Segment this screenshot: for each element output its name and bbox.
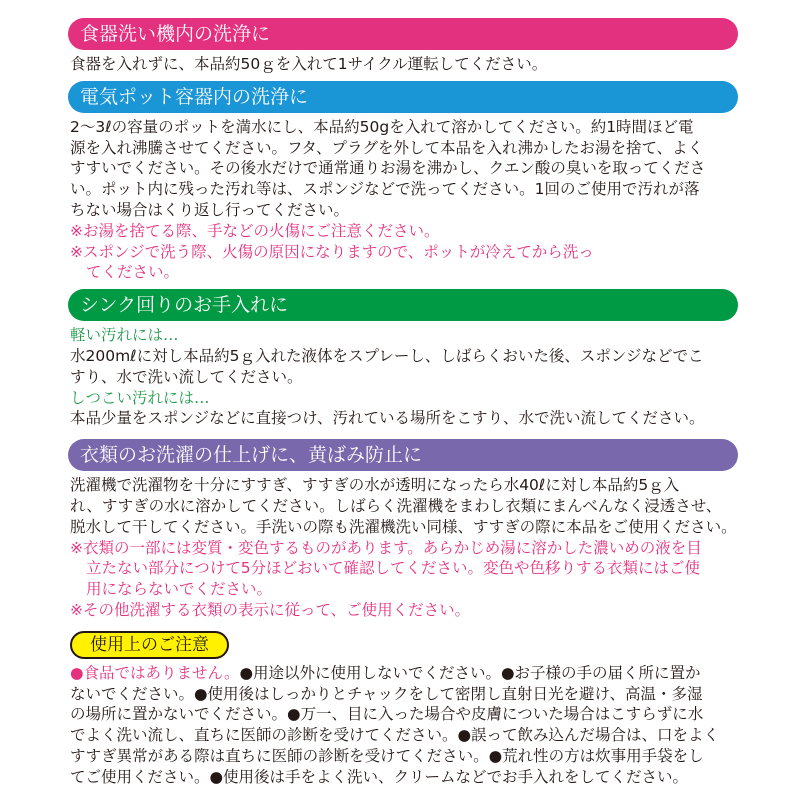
text-line: の場所に置かないでください。●万一、目に入った場合や皮膚についた場合はこすらずに水 xyxy=(70,705,704,724)
warning-line: てください。 xyxy=(86,263,180,282)
not-food-warning: ●食品ではありません。 xyxy=(70,663,240,682)
text-line: い。ポット内に残った汚れ等は、スポンジなどで洗ってください。1回のご使用で汚れが落 xyxy=(70,180,700,199)
section-header-pot: 電気ポット容器内の洗浄に xyxy=(68,81,738,113)
section-body-dishwasher xyxy=(68,50,738,75)
text-segment: ●用途以外に使用しないでください。●お子様の手の届く所に置か xyxy=(239,663,701,682)
section-header-laundry: 衣類のお洗濯の仕上げに、黄ばみ防止に xyxy=(68,439,738,471)
warning-line: ※スポンジで洗う際、火傷の原因になりますので、ポットが冷えてから洗っ xyxy=(70,242,594,261)
text-line: でよく洗い流し、直ちに医師の診断を受けてください。●誤って飲み込んだ場合は、口をよく xyxy=(70,726,720,745)
heavy-stain-label: しつこい汚れには… xyxy=(70,388,210,407)
text-line xyxy=(70,663,738,684)
section-body-laundry xyxy=(68,471,738,621)
text-line: 水200mℓに対し本品約5ｇ入れた液体をスプレーし、しばらくおいた後、スポンジなどでこ xyxy=(70,346,704,365)
text-line: すり、水で洗い流してください。 xyxy=(70,367,303,386)
text-line: 本品少量をスポンジなどに直接つけ、汚れている場所をこすり、水で洗い流してください。 xyxy=(70,409,705,428)
text-line: 脱水して干してください。手洗いの際も洗濯機洗い同様、すすぎの際に本品をご使用ください。 xyxy=(70,517,737,536)
text-line: 2～3ℓの容量のポットを満水にし、本品約50gを入れて溶かしてください。約1時間ほど電 xyxy=(70,117,694,136)
warning-line: 立たない部分につけて5分ほどおいて確認してください。変色や色移りする衣類にはご使 xyxy=(86,559,701,578)
caution-header: 使用上のご注意 xyxy=(70,631,229,659)
text-line: ないでください。●使用後はしっかりとチャックをして密閉し直射日光を避け、高温・多湿 xyxy=(70,684,703,703)
warning-line: ※その他洗濯する衣類の表示に従って、ご使用ください。 xyxy=(70,600,471,619)
instructions xyxy=(68,18,738,788)
text-line: 洗濯機で洗濯物を十分にすすぎ、すすぎの水が透明になったら水40ℓに対し本品約5ｇ入 xyxy=(70,476,680,495)
text-line: 源を入れ沸騰させてください。フタ、プラグを外して本品を入れ沸かしたお湯を捨て、よく xyxy=(70,138,704,157)
text-line: ちない場合はくり返し行ってください。 xyxy=(70,200,350,219)
warning-line: ※お湯を捨てる際、手などの火傷にご注意ください。 xyxy=(70,221,440,240)
text-line: すすぎ異常がある際は直ちに医師の診断を受けてください。●荒れ性の方は炊事用手袋をし xyxy=(70,746,704,765)
text-line: すすいでください。その後水だけで通常通りお湯を沸かし、クエン酸の臭いを取ってくださ xyxy=(70,159,706,178)
warning-line: ※衣類の一部には変質・変色するものがあります。あらかじめ湯に溶かした濃いめの液を目 xyxy=(70,538,702,557)
section-body-pot xyxy=(68,113,738,283)
caution-body xyxy=(68,659,738,788)
section-header-sink: シンク回りのお手入れに xyxy=(68,289,738,321)
text-line: 食器を入れずに、本品約50ｇを入れて1サイクル運転してください。 xyxy=(70,55,548,73)
text-line: れ、すすぎの水に溶かしてください。しばらく洗濯機をまわし衣類にまんべんなく浸透させ、 xyxy=(70,496,722,515)
section-body-sink xyxy=(68,321,738,429)
text-line: てご使用ください。●使用後は手をよく洗い、クリームなどでお手入れをしてください。 xyxy=(70,767,689,786)
section-header-dishwasher: 食器洗い機内の洗浄に xyxy=(68,18,738,50)
light-stain-label: 軽い汚れには… xyxy=(70,326,179,345)
warning-line: 用にならないでください。 xyxy=(86,580,273,599)
